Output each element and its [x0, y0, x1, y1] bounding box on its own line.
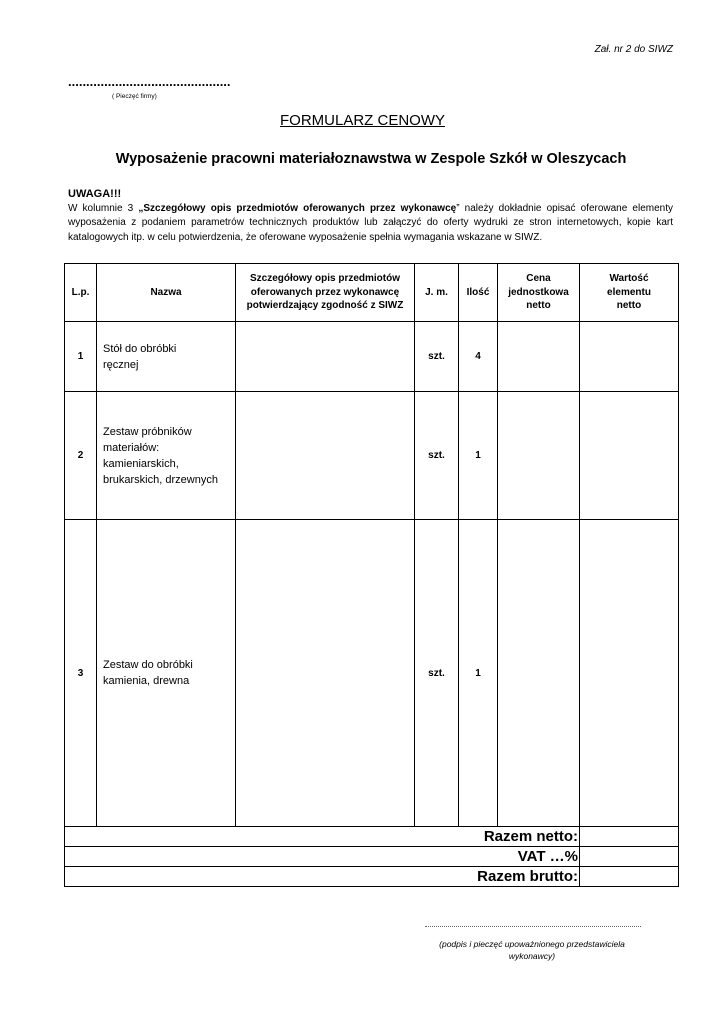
notice-text	[68, 202, 673, 245]
row-cena-cell[interactable]	[498, 322, 580, 392]
header-wartosc: Wartość elementu netto	[580, 264, 679, 322]
attachment-reference: Zał. nr 2 do SIWZ	[594, 44, 673, 55]
header-nazwa: Nazwa	[97, 264, 236, 322]
table-row	[65, 392, 679, 520]
company-stamp-caption: ( Pieczęć firmy)	[112, 93, 157, 100]
row-ilosc: 1	[459, 520, 498, 827]
vat-row	[65, 847, 679, 867]
total-brutto-label: Razem brutto:	[65, 867, 580, 887]
header-cena: Cena jednostkowa netto	[498, 264, 580, 322]
table-row	[65, 322, 679, 392]
header-opis: Szczegółowy opis przedmiotów oferowanych przez wykonawcę potwierdzający zgodność z SIWZ	[236, 264, 415, 322]
total-brutto-row	[65, 867, 679, 887]
row-nazwa: Zestaw próbników materiałów: kamieniarskich, brukarskich, drzewnych	[97, 392, 236, 520]
notice-intro: W kolumnie 3	[68, 203, 139, 214]
row-nazwa: Zestaw do obróbki kamienia, drewna	[97, 520, 236, 827]
row-lp: 1	[65, 322, 97, 392]
table-row	[65, 520, 679, 827]
price-table	[64, 263, 679, 887]
row-jm: szt.	[415, 322, 459, 392]
header-lp: L.p.	[65, 264, 97, 322]
form-title: FORMULARZ CENOWY	[280, 112, 445, 129]
row-wartosc-cell[interactable]	[580, 322, 679, 392]
header-jm: J. m.	[415, 264, 459, 322]
vat-value[interactable]	[580, 847, 679, 867]
signature-line	[425, 926, 641, 927]
notice-rest: ” należy dokładnie opisać oferowane elementy wyposażenia z podaniem parametrów technicznych produktów lub załączyć do oferty wydruki ze stron internetowych, kopie kart katalogowych itp. w celu potwierdzenia, że oferowane wyposażenie spełnia wymagania wskazane w SIWZ.	[68, 203, 673, 243]
row-opis-cell[interactable]	[236, 520, 415, 827]
row-ilosc: 1	[459, 392, 498, 520]
signature-caption: (podpis i pieczęć upoważnionego przedstawiciela wykonawcy)	[439, 939, 625, 961]
company-stamp-line: .............................................	[68, 74, 231, 89]
row-lp: 2	[65, 392, 97, 520]
vat-label: VAT …%	[65, 847, 580, 867]
row-cena-cell[interactable]	[498, 520, 580, 827]
header-ilosc: Ilość	[459, 264, 498, 322]
row-wartosc-cell[interactable]	[580, 520, 679, 827]
row-ilosc: 4	[459, 322, 498, 392]
row-opis-cell[interactable]	[236, 322, 415, 392]
notice-bold: „Szczegółowy opis przedmiotów oferowanych przez wykonawcę	[138, 203, 457, 214]
notice-heading: UWAGA!!!	[68, 188, 122, 200]
total-brutto-value[interactable]	[580, 867, 679, 887]
table-header-row	[65, 264, 679, 322]
row-wartosc-cell[interactable]	[580, 392, 679, 520]
row-opis-cell[interactable]	[236, 392, 415, 520]
row-jm: szt.	[415, 392, 459, 520]
total-netto-value[interactable]	[580, 827, 679, 847]
row-lp: 3	[65, 520, 97, 827]
row-jm: szt.	[415, 520, 459, 827]
total-netto-row	[65, 827, 679, 847]
row-nazwa: Stół do obróbki ręcznej	[97, 322, 236, 392]
form-subtitle: Wyposażenie pracowni materiałoznawstwa w Zespole Szkół w Oleszycach	[115, 151, 627, 167]
row-cena-cell[interactable]	[498, 392, 580, 520]
total-netto-label: Razem netto:	[65, 827, 580, 847]
